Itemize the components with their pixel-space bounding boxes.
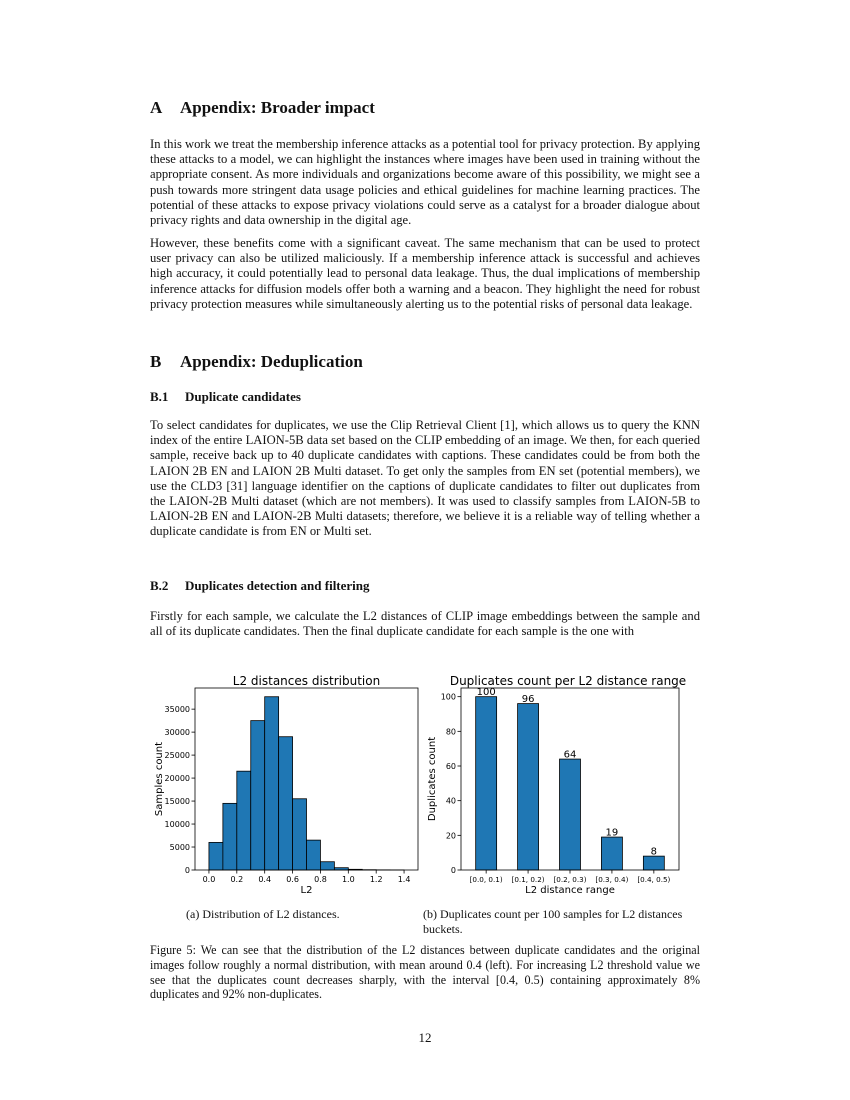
bar bbox=[476, 697, 497, 870]
bar-data-label: 96 bbox=[521, 694, 535, 706]
paragraph-duplicate-candidates: To select candidates for duplicates, we use the Clip Retrieval Client [1], which allows us to query the KNN index of the entire LAION-5B data set based on the CLIP embedding of an image. We then, for each queried sample, receive back up to 40 duplicate candidates with captions. These candidates could be from both the LAION 2B EN and LAION 2B Multi dataset. To get only the samples from EN set (potential members), we use the CLD3 [31] language identifier on the captions of duplicate candidates to filter out duplicates from the LAION-2B Multi dataset (which are not members). It was used to classify samples from LAION-5B to LAION-2B EN and LAION-2B Multi datasets; therefore, we believe it is a reliable way of telling whether a duplicate candidate is from EN or Multi set. bbox=[150, 418, 700, 539]
subsection-title: Duplicates detection and filtering bbox=[185, 578, 370, 593]
section-heading-b bbox=[150, 352, 363, 372]
x-axis-label: L2 distance range bbox=[525, 885, 615, 896]
subsection-heading-b1 bbox=[150, 389, 301, 405]
duplicates-bar-chart bbox=[427, 674, 686, 896]
histogram-bar bbox=[293, 799, 307, 870]
y-tick-label: 10000 bbox=[164, 820, 190, 830]
x-tick-label: [0.1, 0.2) bbox=[511, 875, 545, 884]
x-tick-label: 0.2 bbox=[230, 875, 244, 884]
caption-value: [0.4, 0.5) bbox=[495, 972, 544, 987]
y-tick-label: 0 bbox=[184, 866, 190, 875]
y-axis-label: Duplicates count bbox=[427, 736, 438, 822]
x-tick-label: 0.6 bbox=[286, 875, 299, 884]
bar-data-label: 100 bbox=[476, 687, 496, 699]
histogram-bar bbox=[279, 737, 293, 870]
caption-text: We can see that the distribution of the L2 distances between duplicate candidates and the original images follow roughly a normal distribution, with mean around bbox=[150, 943, 700, 972]
x-tick-label: [0.0, 0.1) bbox=[469, 875, 503, 884]
figure-label: Figure 5: bbox=[150, 943, 196, 957]
caption-text: (left). For increasing L2 threshold value we see that the duplicates count decreases sharply, with the interval bbox=[150, 957, 700, 987]
y-tick-label: 40 bbox=[445, 796, 456, 806]
histogram-bar bbox=[320, 862, 334, 870]
section-title: Appendix: Deduplication bbox=[180, 352, 363, 371]
x-tick-label: 0.0 bbox=[202, 875, 216, 884]
subcaption-b: (b) Duplicates count per 100 samples for L2 distances buckets. bbox=[423, 907, 683, 936]
bar bbox=[601, 837, 622, 870]
histogram-bar bbox=[223, 803, 237, 870]
paragraph-detection-filtering: Firstly for each sample, we calculate the L2 distances of CLIP image embeddings between the sample and all of its duplicate candidates. Then the final duplicate candidate for each sample is the one with bbox=[150, 609, 700, 639]
x-tick-label: 1.4 bbox=[397, 875, 411, 884]
y-tick-label: 0 bbox=[450, 866, 456, 875]
bar bbox=[560, 759, 581, 870]
section-title: Appendix: Broader impact bbox=[180, 98, 375, 117]
histogram-bar bbox=[251, 721, 265, 870]
page-number: 12 bbox=[418, 1030, 432, 1045]
section-number: B bbox=[150, 352, 162, 371]
caption-text: containing approximately bbox=[550, 972, 678, 987]
y-tick-label: 20000 bbox=[164, 774, 190, 784]
bar bbox=[518, 704, 539, 870]
figure-caption bbox=[150, 943, 700, 1002]
histogram-bar bbox=[307, 840, 321, 870]
histogram-bar bbox=[209, 842, 223, 870]
y-axis-label: Samples count bbox=[154, 741, 165, 817]
x-tick-label: [0.2, 0.3) bbox=[553, 875, 587, 884]
paragraph-broader-impact-2: However, these benefits come with a significant caveat. The same mechanism that can be used to protect user privacy can also be utilized maliciously. If a membership inference attack is successful and achieves high accuracy, it could potentially lead to personal data leakage. Thus, the dual implications of membership inference attacks for diffusion models offer both a warning and a beacon. They highlight the need for robust privacy protection measures while simultaneously alerting us to the potential risks of personal data leakage. bbox=[150, 236, 700, 311]
subsection-title: Duplicate candidates bbox=[185, 389, 301, 404]
x-tick-label: [0.4, 0.5) bbox=[637, 875, 671, 884]
x-tick-label: [0.3, 0.4) bbox=[595, 875, 629, 884]
bar-data-label: 64 bbox=[563, 749, 577, 761]
x-tick-label: 1.0 bbox=[341, 875, 355, 884]
histogram-bar bbox=[237, 771, 251, 870]
y-tick-label: 20 bbox=[445, 831, 456, 841]
bar-data-label: 19 bbox=[605, 827, 619, 839]
histogram-chart bbox=[154, 674, 418, 896]
histogram-bar bbox=[265, 697, 279, 870]
caption-text: non-duplicates. bbox=[247, 987, 322, 1002]
x-tick-label: 0.4 bbox=[258, 875, 272, 884]
y-tick-label: 15000 bbox=[164, 797, 190, 807]
chart-title: Duplicates count per L2 distance range bbox=[449, 674, 687, 688]
y-tick-label: 100 bbox=[440, 692, 456, 702]
caption-value: 0.4 bbox=[466, 957, 482, 972]
caption-value: 8% bbox=[683, 972, 701, 987]
y-tick-label: 60 bbox=[445, 762, 456, 771]
subsection-number: B.1 bbox=[150, 389, 169, 404]
bar bbox=[643, 856, 664, 870]
section-number: A bbox=[150, 98, 163, 117]
y-tick-label: 30000 bbox=[164, 728, 190, 738]
y-tick-label: 5000 bbox=[169, 843, 190, 853]
caption-text: duplicates and bbox=[150, 987, 220, 1002]
subsection-heading-b2 bbox=[150, 578, 370, 594]
chart-title: L2 distances distribution bbox=[232, 674, 381, 688]
x-tick-label: 0.8 bbox=[314, 875, 327, 884]
figure-charts bbox=[150, 660, 700, 900]
subsection-number: B.2 bbox=[150, 578, 169, 593]
section-heading-a bbox=[150, 98, 375, 118]
y-tick-label: 35000 bbox=[164, 705, 190, 715]
x-axis-label: L2 bbox=[300, 885, 313, 896]
x-tick-label: 1.2 bbox=[369, 875, 383, 884]
y-tick-label: 25000 bbox=[164, 751, 190, 761]
paragraph-broader-impact-1: In this work we treat the membership inference attacks as a potential tool for privacy protection. By applying these attacks to a model, we can highlight the instances where images have been used in training without the appropriate consent. As more individuals and organizations become aware of this possibility, we might see a push towards more stringent data usage policies and ethical guidelines for machine learning practices. The potential of these attacks to expose privacy violations could serve as a catalyst for a broader dialogue about privacy rights and data ownership in the digital age. bbox=[150, 137, 700, 228]
subcaption-a: (a) Distribution of L2 distances. bbox=[186, 907, 340, 921]
caption-value: 92% bbox=[222, 987, 245, 1002]
bar-data-label: 8 bbox=[650, 846, 658, 858]
y-tick-label: 80 bbox=[445, 727, 456, 737]
